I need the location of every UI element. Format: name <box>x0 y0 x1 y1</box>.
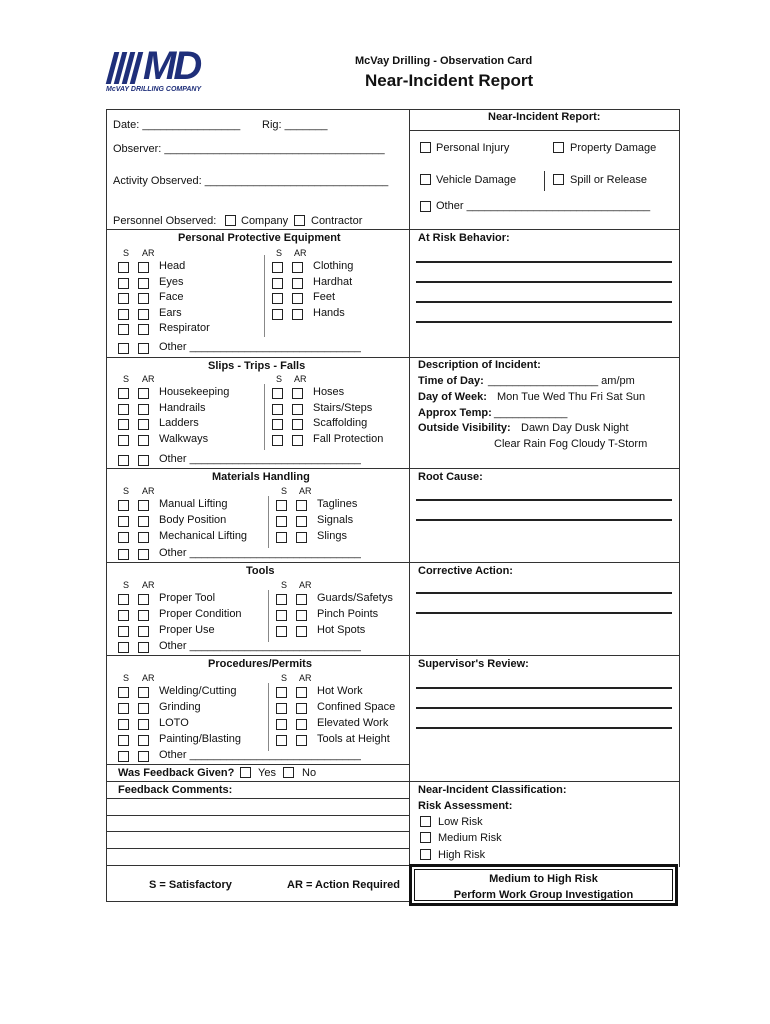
ar-checkbox[interactable] <box>138 404 149 415</box>
personal-injury-checkbox[interactable] <box>420 142 431 153</box>
ppe-title: Personal Protective Equipment <box>178 232 341 244</box>
checklist-item-label: Stairs/Steps <box>313 402 373 414</box>
other-incident-checkbox[interactable] <box>420 201 431 212</box>
checklist-item-label: Confined Space <box>317 701 396 713</box>
s-checkbox[interactable] <box>272 388 283 399</box>
vehicle-damage-label: Vehicle Damage <box>436 174 517 186</box>
checklist-item-label: Grinding <box>159 701 201 713</box>
investigation-box <box>409 864 678 906</box>
ar-label: AR <box>294 248 307 258</box>
supervisor-heading: Supervisor's Review: <box>418 658 529 670</box>
s-label: S <box>281 673 288 683</box>
ar-checkbox[interactable] <box>296 719 307 730</box>
corrective-heading: Corrective Action: <box>418 565 513 577</box>
checklist-item-label: Pinch Points <box>317 608 379 620</box>
ar-checkbox[interactable] <box>138 278 149 289</box>
ar-checkbox[interactable] <box>296 687 307 698</box>
feedback-no-label: No <box>302 767 317 779</box>
slips-title: Slips - Trips - Falls <box>208 360 306 372</box>
ar-checkbox[interactable] <box>138 388 149 399</box>
checklist-item-label: Manual Lifting <box>159 498 228 510</box>
checklist-item-label: Feet <box>313 291 336 303</box>
checklist-item-label: Welding/Cutting <box>159 685 237 697</box>
s-checkbox[interactable] <box>276 719 287 730</box>
medium-risk-label: Medium Risk <box>438 832 502 844</box>
s-label: S <box>123 374 130 384</box>
ar-checkbox[interactable] <box>138 642 149 653</box>
company-label: Company <box>241 215 289 227</box>
ar-checkbox[interactable] <box>138 516 149 527</box>
checklist-item-label: Face <box>159 291 184 303</box>
ar-checkbox[interactable] <box>292 404 303 415</box>
dow-label: Day of Week: <box>418 391 487 403</box>
spill-label: Spill or Release <box>570 174 648 186</box>
personnel-label: Personnel Observed: <box>113 215 217 227</box>
near-incident-heading: Near-Incident Report: <box>488 111 601 123</box>
checklist-item-label: Ladders <box>159 417 199 429</box>
s-checkbox[interactable] <box>276 500 287 511</box>
rig-field[interactable]: Rig: _______ <box>262 119 328 131</box>
temp-label: Approx Temp: <box>418 407 492 419</box>
ar-label: AR <box>299 673 312 683</box>
ar-label: AR <box>142 486 155 496</box>
ar-checkbox[interactable] <box>138 343 149 354</box>
s-label: S <box>281 486 288 496</box>
visibility-options-2[interactable]: Clear Rain Fog Cloudy T-Storm <box>494 438 648 450</box>
checklist-item-label: Tools at Height <box>317 733 390 745</box>
s-checkbox[interactable] <box>118 404 129 415</box>
low-risk-label: Low Risk <box>438 816 483 828</box>
s-checkbox[interactable] <box>118 594 129 605</box>
s-checkbox[interactable] <box>118 343 129 354</box>
root-cause-heading: Root Cause: <box>418 471 483 483</box>
ar-checkbox[interactable] <box>138 719 149 730</box>
checklist-item-label: Other ____________________________ <box>159 453 361 465</box>
ar-checkbox[interactable] <box>138 455 149 466</box>
risk-assessment-heading: Risk Assessment: <box>418 800 513 812</box>
s-checkbox[interactable] <box>272 309 283 320</box>
checklist-item-label: Respirator <box>159 322 210 334</box>
checklist-item-label: Proper Tool <box>159 592 216 604</box>
other-incident-field[interactable]: Other ______________________________ <box>436 200 651 212</box>
checklist-item-label: Hot Spots <box>317 624 366 636</box>
visibility-label: Outside Visibility: <box>418 422 511 434</box>
medium-risk-checkbox[interactable] <box>420 832 431 843</box>
s-checkbox[interactable] <box>276 532 287 543</box>
ar-checkbox[interactable] <box>296 703 307 714</box>
classification-heading: Near-Incident Classification: <box>418 784 567 796</box>
description-heading: Description of Incident: <box>418 359 541 371</box>
s-checkbox[interactable] <box>118 735 129 746</box>
ar-checkbox[interactable] <box>296 735 307 746</box>
ar-checkbox[interactable] <box>292 419 303 430</box>
vehicle-damage-checkbox[interactable] <box>420 174 431 185</box>
ar-checkbox[interactable] <box>292 309 303 320</box>
s-checkbox[interactable] <box>118 293 129 304</box>
column-divider <box>268 496 269 548</box>
s-checkbox[interactable] <box>276 703 287 714</box>
s-checkbox[interactable] <box>118 626 129 637</box>
s-checkbox[interactable] <box>118 719 129 730</box>
personal-injury-label: Personal Injury <box>436 142 510 154</box>
s-checkbox[interactable] <box>118 532 129 543</box>
checklist-item-label: Proper Condition <box>159 608 242 620</box>
s-checkbox[interactable] <box>118 388 129 399</box>
temp-field[interactable]: ____________ <box>494 407 568 419</box>
checklist-item-label: Slings <box>317 530 347 542</box>
form-title: Near-Incident Report <box>365 71 534 90</box>
checklist-item-label: Hoses <box>313 386 345 398</box>
checklist-item-label: Painting/Blasting <box>159 733 241 745</box>
column-divider <box>268 590 269 642</box>
checklist-item-label: Other ____________________________ <box>159 640 361 652</box>
s-checkbox[interactable] <box>272 293 283 304</box>
ar-checkbox[interactable] <box>138 549 149 560</box>
checklist-item-label: Mechanical Lifting <box>159 530 248 542</box>
s-checkbox[interactable] <box>118 549 129 560</box>
column-divider <box>264 384 265 450</box>
ar-checkbox[interactable] <box>292 435 303 446</box>
ar-checkbox[interactable] <box>138 435 149 446</box>
company-tagline: McVAY DRILLING COMPANY <box>106 86 202 93</box>
ar-checkbox[interactable] <box>138 293 149 304</box>
s-checkbox[interactable] <box>276 687 287 698</box>
legend-satisfactory: S = Satisfactory <box>149 879 232 891</box>
date-field[interactable]: Date: ________________ <box>113 119 241 131</box>
s-label: S <box>276 374 283 384</box>
s-checkbox[interactable] <box>118 278 129 289</box>
feedback-yes-checkbox[interactable] <box>240 767 251 778</box>
checklist-item-label: Walkways <box>159 433 209 445</box>
time-field[interactable]: __________________ am/pm <box>488 375 635 387</box>
ar-checkbox[interactable] <box>296 532 307 543</box>
ar-checkbox[interactable] <box>292 293 303 304</box>
feedback-yes-label: Yes <box>258 767 276 779</box>
ar-checkbox[interactable] <box>138 309 149 320</box>
s-label: S <box>276 248 283 258</box>
property-damage-checkbox[interactable] <box>553 142 564 153</box>
s-checkbox[interactable] <box>272 419 283 430</box>
checklist-item-label: Ears <box>159 307 182 319</box>
spill-checkbox[interactable] <box>553 174 564 185</box>
s-checkbox[interactable] <box>118 751 129 762</box>
s-checkbox[interactable] <box>272 404 283 415</box>
ar-checkbox[interactable] <box>138 751 149 762</box>
checklist-item-label: Proper Use <box>159 624 215 636</box>
time-label: Time of Day: <box>418 375 484 387</box>
materials-title: Materials Handling <box>212 471 310 483</box>
ar-label: AR <box>142 374 155 384</box>
activity-field[interactable]: Activity Observed: ______________________________ <box>113 175 389 187</box>
s-checkbox[interactable] <box>276 516 287 527</box>
ar-checkbox[interactable] <box>138 532 149 543</box>
investigation-line-2: Perform Work Group Investigation <box>453 889 634 901</box>
tools-title: Tools <box>246 565 275 577</box>
company-checkbox[interactable] <box>225 215 236 226</box>
s-checkbox[interactable] <box>276 735 287 746</box>
ar-checkbox[interactable] <box>292 262 303 273</box>
checklist-item-label: Head <box>159 260 186 272</box>
s-label: S <box>123 248 130 258</box>
ar-label: AR <box>142 248 155 258</box>
s-label: S <box>123 580 130 590</box>
contractor-label: Contractor <box>311 215 363 227</box>
s-checkbox[interactable] <box>118 419 129 430</box>
high-risk-checkbox[interactable] <box>420 849 431 860</box>
dow-options[interactable]: Mon Tue Wed Thu Fri Sat Sun <box>497 391 646 403</box>
ar-checkbox[interactable] <box>292 388 303 399</box>
ar-checkbox[interactable] <box>138 687 149 698</box>
s-checkbox[interactable] <box>276 626 287 637</box>
checklist-item-label: Other ____________________________ <box>159 749 361 761</box>
checklist-item-label: Scaffolding <box>313 417 368 429</box>
checklist-item-label: Fall Protection <box>313 433 384 445</box>
checklist-item-label: Housekeeping <box>159 386 230 398</box>
checklist-item-label: Hands <box>313 307 345 319</box>
checklist-item-label: Signals <box>317 514 354 526</box>
observer-field[interactable]: Observer: ____________________________________ <box>113 143 385 155</box>
ar-checkbox[interactable] <box>138 703 149 714</box>
low-risk-checkbox[interactable] <box>420 816 431 827</box>
ar-label: AR <box>142 580 155 590</box>
column-divider <box>268 683 269 751</box>
s-label: S <box>123 673 130 683</box>
ar-checkbox[interactable] <box>138 262 149 273</box>
checklist-item-label: LOTO <box>159 717 189 729</box>
ar-label: AR <box>299 580 312 590</box>
s-checkbox[interactable] <box>272 262 283 273</box>
property-damage-label: Property Damage <box>570 142 657 154</box>
at-risk-heading: At Risk Behavior: <box>418 232 510 244</box>
s-checkbox[interactable] <box>118 262 129 273</box>
ar-checkbox[interactable] <box>138 735 149 746</box>
investigation-line-1: Medium to High Risk <box>489 873 598 885</box>
ar-label: AR <box>299 486 312 496</box>
ar-label: AR <box>294 374 307 384</box>
visibility-options[interactable]: Dawn Day Dusk Night <box>521 422 629 434</box>
checklist-item-label: Clothing <box>313 260 354 272</box>
s-checkbox[interactable] <box>276 610 287 621</box>
s-checkbox[interactable] <box>118 455 129 466</box>
ar-checkbox[interactable] <box>138 594 149 605</box>
ar-label: AR <box>142 673 155 683</box>
checklist-item-label: Other ____________________________ <box>159 341 361 353</box>
ar-checkbox[interactable] <box>138 324 149 335</box>
s-label: S <box>281 580 288 590</box>
form-subtitle: McVay Drilling - Observation Card <box>355 55 533 67</box>
ar-checkbox[interactable] <box>296 594 307 605</box>
s-checkbox[interactable] <box>118 435 129 446</box>
ar-checkbox[interactable] <box>296 500 307 511</box>
contractor-checkbox[interactable] <box>294 215 305 226</box>
s-checkbox[interactable] <box>118 500 129 511</box>
checklist-item-label: Eyes <box>159 276 184 288</box>
checklist-item-label: Hardhat <box>313 276 353 288</box>
checklist-item-label: Other ____________________________ <box>159 547 361 559</box>
ar-checkbox[interactable] <box>138 626 149 637</box>
ar-checkbox[interactable] <box>296 516 307 527</box>
ar-checkbox[interactable] <box>296 610 307 621</box>
feedback-no-checkbox[interactable] <box>283 767 294 778</box>
checklist-item-label: Body Position <box>159 514 227 526</box>
ar-checkbox[interactable] <box>296 626 307 637</box>
s-checkbox[interactable] <box>118 516 129 527</box>
checklist-item-label: Taglines <box>317 498 358 510</box>
ar-checkbox[interactable] <box>292 278 303 289</box>
s-checkbox[interactable] <box>118 687 129 698</box>
procedures-title: Procedures/Permits <box>208 658 312 670</box>
s-checkbox[interactable] <box>118 610 129 621</box>
s-checkbox[interactable] <box>118 703 129 714</box>
ar-checkbox[interactable] <box>138 610 149 621</box>
checklist-item-label: Guards/Safetys <box>317 592 393 604</box>
feedback-given-label: Was Feedback Given? <box>118 767 235 779</box>
feedback-comments-label: Feedback Comments: <box>118 784 233 796</box>
s-checkbox[interactable] <box>272 278 283 289</box>
high-risk-label: High Risk <box>438 849 486 861</box>
s-checkbox[interactable] <box>118 642 129 653</box>
s-checkbox[interactable] <box>118 309 129 320</box>
s-checkbox[interactable] <box>272 435 283 446</box>
ar-checkbox[interactable] <box>138 500 149 511</box>
checklist-item-label: Elevated Work <box>317 717 389 729</box>
checklist-item-label: Hot Work <box>317 685 363 697</box>
legend-action-required: AR = Action Required <box>287 879 400 891</box>
s-label: S <box>123 486 130 496</box>
ar-checkbox[interactable] <box>138 419 149 430</box>
s-checkbox[interactable] <box>276 594 287 605</box>
s-checkbox[interactable] <box>118 324 129 335</box>
checklist-item-label: Handrails <box>159 402 206 414</box>
